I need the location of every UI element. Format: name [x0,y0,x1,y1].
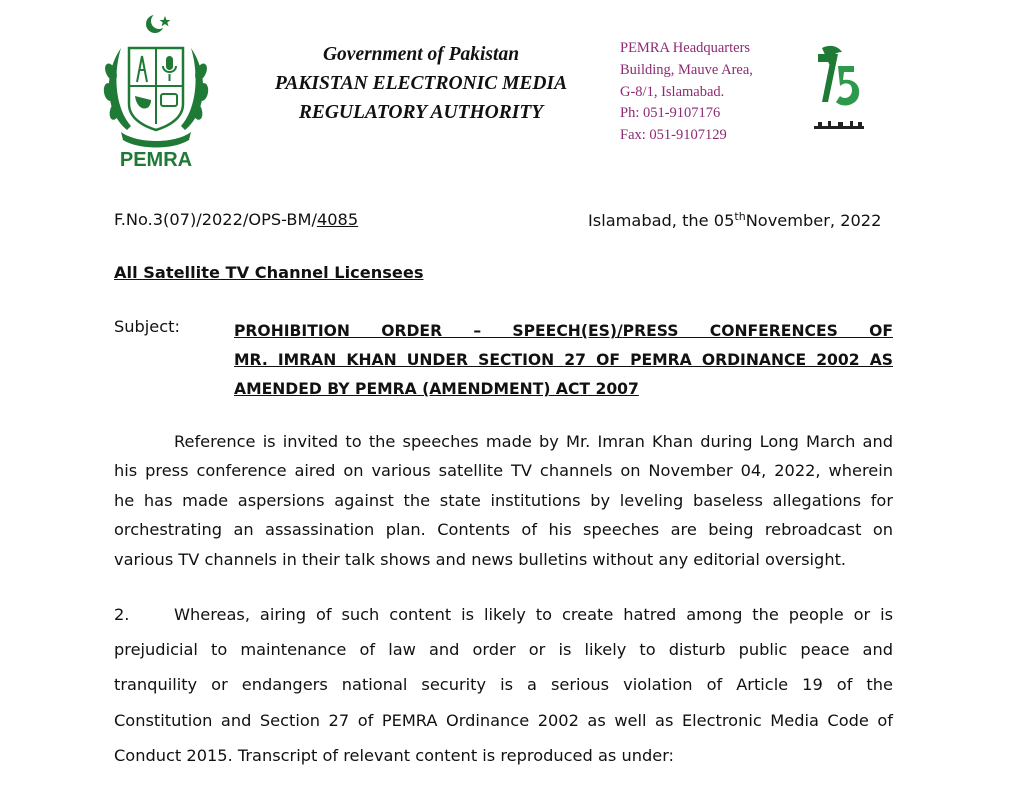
paragraph-line: Reference is invited to the speeches made by Mr. Imran Khan during Long March and [174,432,893,451]
file-serial: 4085 [316,210,359,229]
paragraph-line: he has made aspersions against the state institutions by leveling baseless allegations for [114,490,893,510]
paragraph-1 [114,427,893,574]
paragraph-line: orchestrating an assassination plan. Contents of his speeches are being rebroadcast on [114,520,893,540]
ribbon-icon [121,132,191,148]
subject-label: Subject: [114,317,180,336]
paragraph-line: tranquility or endangers national security is a serious violation of Article 19 of the [114,675,893,695]
address-line: G-8/1, Islamabad. [620,83,725,100]
paragraph-line: various TV channels in their talk shows and news bulletins without any editorial oversight. [114,549,847,569]
subject-line: MR. IMRAN KHAN UNDER SECTION 27 OF PEMRA ORDINANCE 2002 AS [234,351,893,370]
address-line: PEMRA Headquarters [620,40,751,56]
file-prefix: F.No.3(07)/2022/OPS-BM/ [114,210,317,229]
paragraph-line: Constitution and Section 27 of PEMRA Ordinance 2002 as well as Electronic Media Code of [114,710,893,730]
phone-number: Ph: 051-9107176 [620,105,721,122]
subject-line: AMENDED BY PEMRA (AMENDMENT) ACT 2007 [234,380,639,399]
shield-icon [129,48,183,130]
letter-date [588,210,881,230]
logo-wordmark: PEMRA [119,149,193,171]
paragraph-line: prejudicial to maintenance of law and order or is likely to disturb public peace and [114,640,893,660]
paragraph-line: Whereas, airing of such content is likely to create hatred among the people or is [174,605,893,624]
paragraph-number: 2. [114,605,130,624]
addressee: All Satellite TV Channel Licensees [114,263,424,282]
authority-title-line1: PAKISTAN ELECTRONIC MEDIA [274,73,568,94]
pemra-logo [97,12,215,172]
subject-line: PROHIBITION ORDER – SPEECH(ES)/PRESS CONFERENCES OF [234,322,893,340]
date-prefix: Islamabad, the 05 [588,211,735,230]
authority-title-line2: REGULATORY AUTHORITY [298,102,544,123]
letterhead-heading [262,40,580,127]
75-years-emblem-icon [808,40,868,145]
headquarters-address [620,38,790,147]
paragraph-2 [114,597,893,773]
subject-text [234,317,893,405]
paragraph-first-line [114,597,893,632]
crescent-star-icon [146,13,171,33]
address-line: Building, Mauve Area, [620,61,753,78]
file-number [114,210,358,229]
date-rest: November, 2022 [745,211,882,230]
fax-number: Fax: 051-9107129 [620,127,727,144]
government-title: Government of Pakistan [322,44,520,65]
paragraph-line: Conduct 2015. Transcript of relevant content is reproduced as under: [114,745,675,765]
date-ordinal: th [734,210,746,223]
paragraph-line: his press conference aired on various satellite TV channels on November 04, 2022, wherein [114,461,893,481]
